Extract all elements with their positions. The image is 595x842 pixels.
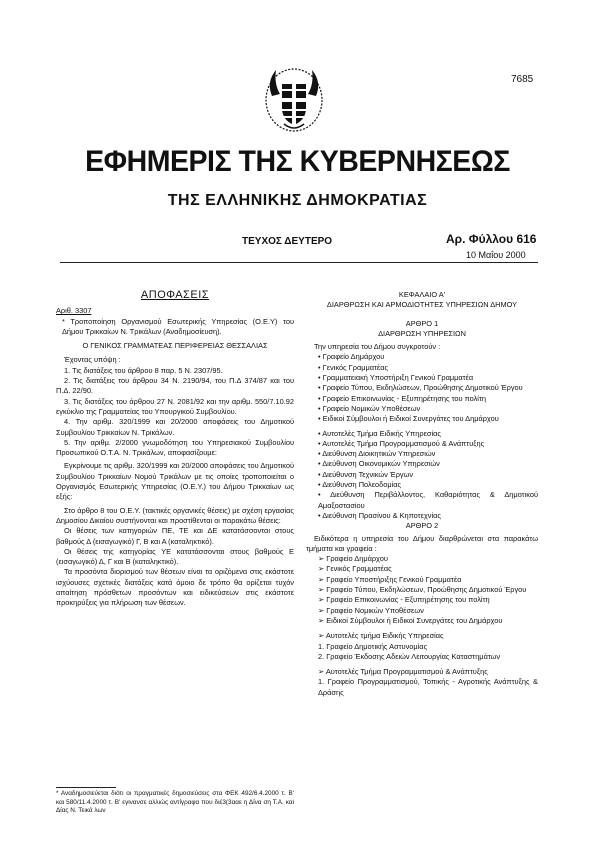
units2-list bbox=[306, 554, 538, 626]
list-item: • Ειδικοί Σύμβουλοι ή Ειδικοί Συνεργάτες του Δημάρχου bbox=[318, 414, 499, 424]
list-item: • Διεύθυνση Διοικητικών Υπηρεσιών bbox=[318, 449, 436, 459]
list-item: ➢ Ειδικοί Σύμβουλοι ή Ειδικοί Συνεργάτες του Δημάρχου bbox=[318, 615, 503, 625]
list-item: ➢ Γενικός Γραμματέας bbox=[318, 564, 392, 574]
list-item: • Διεύθυνση Τεχνικών Έργων bbox=[318, 469, 414, 479]
list-item: ➢ Γραφείο Υποστήριξης Γενικού Γραμματέα bbox=[318, 574, 462, 584]
units-list bbox=[306, 352, 538, 521]
list-item: • Γραφείο Επικοινωνίας - Εξυπηρέτησης του πολίτη bbox=[318, 393, 486, 403]
decision-number: Αριθ. 3307 bbox=[56, 306, 92, 316]
article-title: ΔΙΑΡΘΡΩΣΗ ΥΠΗΡΕΣΙΩΝ bbox=[378, 328, 466, 338]
article-intro: Την υπηρεσία του Δήμου συγκροτούν : bbox=[314, 342, 441, 352]
list-item: • Γραμματειακή Υποστήριξη Γενικού Γραμματέα bbox=[318, 373, 474, 383]
coat-of-arms-emblem bbox=[262, 62, 326, 134]
paragraph: Στο άρθρο 8 του Ο.Ε.Υ. (τακτικές οργανικές θέσεις) με σχέση εργασίας Δημοσίου Δικαίου συστήνονται και προστίθενται οι παρακάτω θέσεις: bbox=[56, 505, 294, 525]
paragraph: 1. Τις διατάξεις του άρθρου 8 παρ. 5 Ν. 2307/95. bbox=[64, 365, 223, 375]
list-item: ➢ Γραφείο Δημάρχου bbox=[318, 554, 388, 564]
decision-title: * Τροποποίηση Οργανισμού Εσωτερικής Υπηρεσίας (Ο.Ε.Υ) του Δήμου Τρικκαίων Ν. Τρικάλων (Αναδημοσίευση). bbox=[62, 316, 294, 336]
issue-label: ΤΕΥΧΟΣ ΔΕΥΤΕΡΟ bbox=[242, 236, 333, 247]
sheet-number: Αρ. Φύλλου 616 bbox=[446, 232, 537, 246]
paragraph: Τα προσόντα διορισμού των θέσεων είναι τα οριζόμενα στις εκάστοτε ισχύουσες σχετικές διατάξεις κατά όμοιο δε τρόπο θα ορίζεται τυχόν απαίτηση πρόσθετων προσόντων και ειδικεύσεων στις εκάστοτε προκηρύξεις για πλήρωση των θέσεων. bbox=[56, 567, 294, 608]
footnote-rule bbox=[56, 787, 116, 788]
masthead-subtitle: ΤΗΣ ΕΛΛΗΝΙΚΗΣ ΔΗΜΟΚΡΑΤΙΑΣ bbox=[167, 192, 428, 209]
article-heading: ΑΡΘΡΟ 1 bbox=[405, 318, 439, 328]
list-item: ➢ Γραφείο Τύπου, Εκδηλώσεων, Προώθησης Δημοτικού Έργου bbox=[318, 585, 527, 595]
paragraph: Οι θέσεις των κατηγοριών ΠΕ, ΤΕ και ΔΕ κατατάσσονται στους βαθμούς Δ (εισαγωγικό) Γ, Β και Α (καταληκτικό). bbox=[56, 526, 294, 546]
list-item: • Διεύθυνση Περιβάλλοντος, Καθαριότητας & Δημοτικού Αμαξοστασίου bbox=[318, 490, 538, 510]
chapter-title: ΔΙΑΡΘΡΩΣΗ ΚΑΙ ΑΡΜΟΔΙΟΤΗΤΕΣ ΥΠΗΡΕΣΙΩΝ ΔΗΜΟΥ bbox=[326, 300, 518, 310]
list-item: 1. Γραφείο Δημοτικής Αστυνομίας bbox=[318, 641, 428, 651]
footnote: * Αναδημοσιεύεται διότι οι πραγματικές δημοσιεύσεις στα ΦΕΚ 492/6.4.2000 τ. Β' και 580/11.4.2000 τ. Β' εγινανσε αλλιώς αντίγραφα που διέ3(3ααε η Δίνα ση Τ.Α. και Δίας Ν. Τεικά λων bbox=[56, 790, 294, 815]
list-item: 2. Γραφείο Έκδοσης Αδειών Λειτουργίας Καταστημάτων bbox=[318, 651, 501, 661]
left-column bbox=[56, 290, 294, 609]
issue-date: 10 Μαΐου 2000 bbox=[466, 250, 526, 260]
paragraph: Οι θέσεις της κατηγορίας ΥΕ κατατάσσονται στους βαθμούς Ε (εισαγωγικό) Δ, Γ και Β (καταληκτικό). bbox=[56, 546, 294, 567]
list-item: ➢ Αυτοτελές Τμήμα Προγραμματισμού & Ανάπτυξης bbox=[318, 667, 488, 677]
chapter-heading: ΚΕΦΑΛΑΙΟ Α' bbox=[398, 290, 446, 299]
list-item: • Γραφείο Νομικών Υποθέσεων bbox=[318, 403, 421, 413]
paragraph: 5. Την αριθμ. 2/2000 γνωμοδότηση του Υπηρεσιακού Συμβουλίου Προσωπικού Ο.Τ.Α. Ν. Τρικάλων, αποφασίζουμε: bbox=[56, 437, 294, 458]
article-intro: Ειδικότερα η υπηρεσία του Δήμου διαρθρώνεται στα παρακάτω τμήματα και γραφεία : bbox=[306, 533, 538, 553]
list-item: • Γραφείο Δημάρχου bbox=[318, 352, 385, 362]
list-item: • Διεύθυνση Πολεοδομίας bbox=[318, 480, 402, 490]
list-item: • Διεύθυνση Πρασίνου & Κηποτεχνίας bbox=[318, 510, 441, 520]
list-item: ➢ Αυτοτελές τμήμα Ειδικής Υπηρεσίας bbox=[318, 631, 444, 641]
page-number: 7685 bbox=[511, 74, 534, 85]
header-rule bbox=[60, 262, 538, 263]
list-item: ➢ Γραφείο Επικοινωνίας - Εξυπηρέτησης του πολίτη bbox=[318, 595, 490, 605]
masthead-title: ΕΦΗΜΕΡΙΣ ΤΗΣ ΚΥΒΕΡΝΗΣΕΩΣ bbox=[85, 145, 510, 178]
section-heading: ΑΠΟΦΑΣΕΙΣ bbox=[140, 289, 210, 301]
list-item: • Διεύθυνση Οικονομικών Υπηρεσιών bbox=[318, 459, 440, 469]
list-item: 1. Γραφείο Προγραμματισμού, Τοπικής - Αγροτικής Ανάπτυξης & Δράσης bbox=[318, 677, 538, 697]
list-item: • Αυτοτελές Τμήμα Ειδικής Υπηρεσίας bbox=[318, 428, 441, 438]
article-heading: ΑΡΘΡΟ 2 bbox=[405, 521, 439, 531]
right-column bbox=[306, 290, 538, 698]
list-item: • Αυτοτελές Τμήμα Προγραμματισμού & Ανάπτυξης bbox=[318, 438, 485, 448]
list-item: • Γενικός Γραμματέας bbox=[318, 362, 389, 372]
paragraph: 4. Την αριθμ. 320/1999 και 20/2000 αποφάσεις του Δημοτικού Συμβουλίου Τρικκαίων Ν. Τρικάλων. bbox=[56, 417, 294, 437]
authority-heading: Ο ΓΕΝΙΚΟΣ ΓΡΑΜΜΑΤΕΑΣ ΠΕΡΙΦΕΡΕΙΑΣ ΘΕΣΣΑΛΙΑΣ bbox=[82, 341, 268, 351]
considering-line: Έχοντας υπόψη : bbox=[64, 355, 121, 365]
paragraph: Εγκρίνουμε τις αριθμ. 320/1999 και 20/2000 αποφάσεις του Δημοτικού Συμβουλίου Τρικκαίων Νομού Τρικάλων με τις οποίες τροποποιείται ο Οργανισμός Εσωτερικής Υπηρεσίας (Ο.Ε.Υ.) του Δήμου Τρικκαίων ως εξής: bbox=[56, 461, 294, 502]
paragraph: 2. Τις διατάξεις του άρθρου 34 Ν. 2190/94, του Π.Δ 374/87 και του Π.Δ. 22/90. bbox=[56, 376, 294, 396]
list-item: • Γραφείο Τύπου, Εκδηλώσεων, Προώθησης Δημοτικού Έργου bbox=[318, 383, 523, 393]
list-item: ➢ Γραφείο Νομικών Υποθέσεων bbox=[318, 605, 424, 615]
paragraph: 3. Τις διατάξεις του άρθρου 27 Ν. 2081/92 και την αριθμ. 550/7.10.92 εγκύκλιο της Γραμματείας του Υπουργικού Συμβουλίου. bbox=[56, 396, 294, 416]
